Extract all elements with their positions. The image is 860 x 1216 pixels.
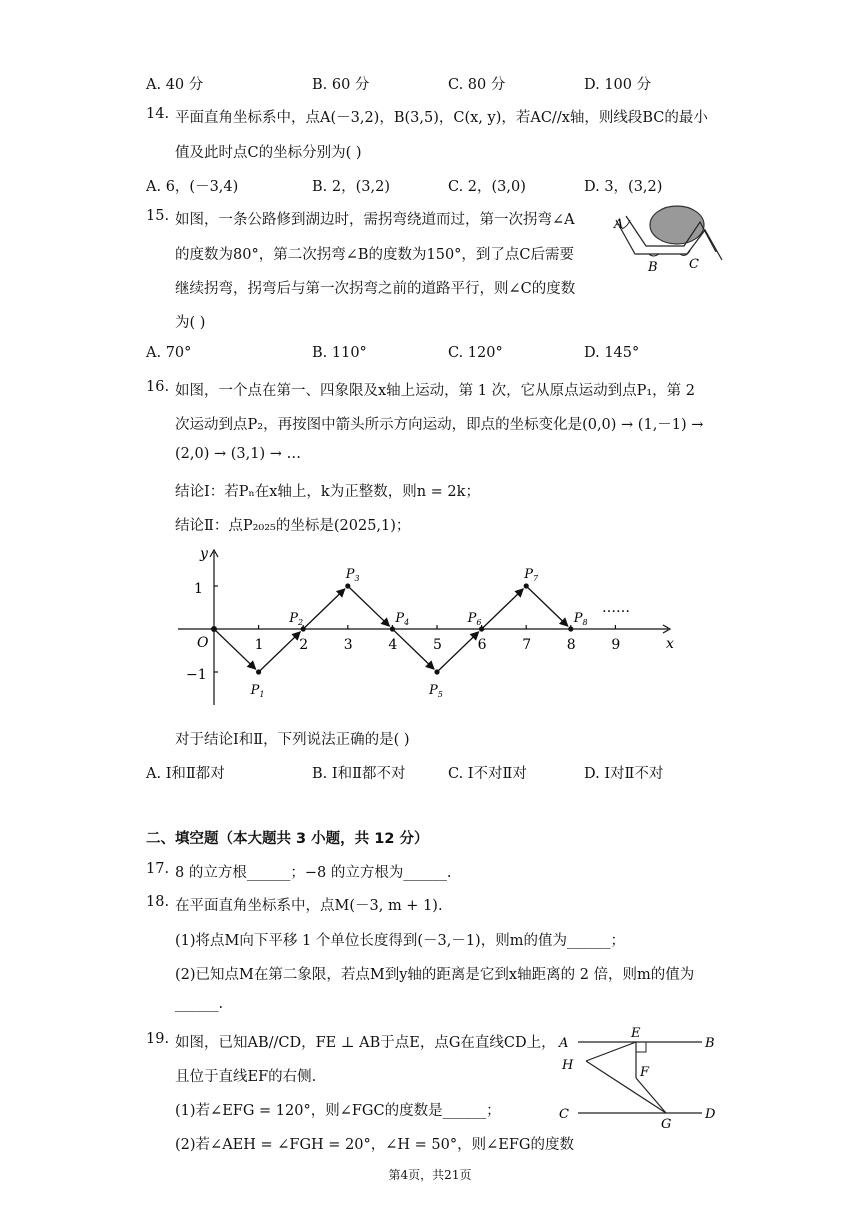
point-subscript-p4: 4 bbox=[404, 618, 410, 627]
q19-line2: 且位于直线EF的右侧. bbox=[175, 1069, 317, 1085]
q16-conclusion-2: 结论Ⅱ：点P₂₀₂₅的坐标是(2025,1)； bbox=[175, 518, 411, 534]
x-tick-label-2: 2 bbox=[299, 637, 309, 653]
path-segment-7 bbox=[482, 589, 524, 629]
fig19-label-b: B bbox=[705, 1036, 715, 1051]
q14-line2: 值及此时点C的坐标分别为( ) bbox=[175, 145, 362, 161]
x-tick-label-9: 9 bbox=[611, 637, 621, 653]
page-footer: 第4页，共21页 bbox=[388, 1168, 472, 1182]
y-axis-label: y bbox=[200, 546, 208, 562]
q18-number: 18. bbox=[146, 894, 170, 910]
fig19-label-c: C bbox=[559, 1107, 569, 1122]
q13-option-c: C. 80 分 bbox=[448, 77, 506, 93]
section-heading: 二、填空题（本大题共 3 小题，共 12 分） bbox=[146, 831, 429, 847]
segment-eh bbox=[586, 1042, 636, 1061]
path-segment-5 bbox=[392, 629, 434, 669]
fig15-label-b: B bbox=[648, 260, 658, 275]
fig19-label-f: F bbox=[640, 1065, 650, 1080]
right-angle-mark bbox=[636, 1042, 646, 1052]
x-tick-label-8: 8 bbox=[566, 637, 576, 653]
q16-option-a: A. Ⅰ和Ⅱ都对 bbox=[146, 766, 225, 782]
q18-line4: ______. bbox=[175, 996, 224, 1012]
q16-line2: 次运动到点P₂，再按图中箭头所示方向运动，即点的坐标变化是(0,0) → (1,－1) → bbox=[175, 417, 704, 433]
q18-line3: (2)已知点M在第二象限，若点M到y轴的距离是它到x轴距离的 2 倍，则m的值为 bbox=[175, 967, 695, 983]
point-subscript-p2: 2 bbox=[297, 618, 304, 627]
y-tick-label-1: 1 bbox=[194, 581, 203, 597]
point-p2 bbox=[301, 626, 306, 631]
q16-coordinate-graph bbox=[168, 540, 688, 720]
point-p6 bbox=[479, 626, 484, 631]
origin-label: O bbox=[197, 635, 209, 651]
point-p8 bbox=[568, 626, 573, 631]
q17-number: 17. bbox=[146, 861, 170, 877]
q14-option-a: A. 6，(－3,4) bbox=[146, 179, 239, 195]
q15-option-b: B. 110° bbox=[312, 345, 367, 361]
q15-line2: 的度数为80°，第二次拐弯∠B的度数为150°，到了点C后需要 bbox=[175, 247, 575, 263]
q14-option-b: B. 2，(3,2) bbox=[312, 179, 390, 195]
q19-line3: (1)若∠EFG = 120°，则∠FGC的度数是______； bbox=[175, 1103, 501, 1119]
point-subscript-p5: 5 bbox=[437, 690, 443, 699]
parallel-lines-figure bbox=[556, 1024, 726, 1136]
x-tick-label-6: 6 bbox=[477, 637, 487, 653]
q16-line1: 如图，一个点在第一、四象限及x轴上运动，第 1 次，它从原点运动到点P₁，第 2 bbox=[175, 383, 696, 399]
q15-number: 15. bbox=[146, 208, 170, 224]
q15-line1: 如图，一条公路修到湖边时，需拐弯绕道而过，第一次拐弯∠A bbox=[175, 212, 575, 228]
point-subscript-p3: 3 bbox=[354, 574, 360, 583]
x-tick-label-1: 1 bbox=[254, 637, 264, 653]
q14-line1: 平面直角坐标系中，点A(－3,2)，B(3,5)，C(x, y)，若AC//x轴，则线段BC的最小 bbox=[175, 110, 708, 126]
q17-text: 8 的立方根______；−8 的立方根为______. bbox=[175, 865, 452, 881]
point-label-p6: $P_6$ bbox=[467, 611, 482, 627]
fig19-label-a: A bbox=[559, 1036, 569, 1051]
q14-number: 14. bbox=[146, 106, 170, 122]
lake-shape bbox=[650, 206, 704, 244]
fig19-label-d: D bbox=[705, 1107, 716, 1122]
x-tick-label-3: 3 bbox=[343, 637, 353, 653]
fig19-label-e: E bbox=[631, 1026, 641, 1041]
segment-hg bbox=[586, 1061, 666, 1113]
q16-line3: (2,0) → (3,1) → … bbox=[175, 446, 301, 462]
q15-line4: 为( ) bbox=[175, 315, 206, 331]
fig15-label-a: A bbox=[614, 217, 624, 232]
q16-question: 对于结论Ⅰ和Ⅱ，下列说法正确的是( ) bbox=[175, 732, 410, 748]
point-label-p4: $P_4$ bbox=[395, 611, 410, 627]
point-subscript-p6: 6 bbox=[476, 618, 482, 627]
q13-option-b: B. 60 分 bbox=[312, 77, 370, 93]
q16-option-b: B. Ⅰ和Ⅱ都不对 bbox=[312, 766, 406, 782]
q19-number: 19. bbox=[146, 1031, 170, 1047]
q18-line2: (1)将点M向下平移 1 个单位长度得到(－3,－1)，则m的值为______； bbox=[175, 933, 625, 949]
x-tick-label-7: 7 bbox=[522, 637, 532, 653]
path-segment-3 bbox=[303, 589, 345, 629]
x-tick-label-4: 4 bbox=[388, 637, 398, 653]
point-p4 bbox=[390, 626, 395, 631]
q19-line1: 如图，已知AB//CD，FE ⊥ AB于点E，点G在直线CD上， bbox=[175, 1035, 556, 1051]
x-tick-label-5: 5 bbox=[433, 637, 442, 653]
point-subscript-p8: 8 bbox=[582, 618, 588, 627]
lake-road-figure bbox=[610, 198, 730, 276]
q16-conclusion-1: 结论Ⅰ：若Pₙ在x轴上，k为正整数，则n = 2k； bbox=[175, 484, 480, 500]
point-label-p5: $P_5$ bbox=[429, 683, 443, 699]
q13-option-a: A. 40 分 bbox=[146, 77, 204, 93]
fig19-label-g: G bbox=[661, 1117, 672, 1132]
point-label-p3: $P_3$ bbox=[345, 567, 360, 583]
y-tick-label-neg1: −1 bbox=[186, 667, 207, 683]
path-segment-1 bbox=[214, 629, 256, 669]
q16-option-c: C. Ⅰ不对Ⅱ对 bbox=[448, 766, 527, 782]
point-label-p8: $P_8$ bbox=[573, 611, 588, 627]
q15-option-a: A. 70° bbox=[146, 345, 192, 361]
path-segment-2 bbox=[259, 632, 301, 672]
point-subscript-p1: 1 bbox=[259, 690, 265, 699]
path-segment-4 bbox=[348, 586, 390, 626]
path-segment-6 bbox=[437, 632, 479, 672]
segment-fg bbox=[636, 1078, 666, 1113]
q19-line4: (2)若∠AEH = ∠FGH = 20°，∠H = 50°，则∠EFG的度数 bbox=[175, 1137, 575, 1153]
q14-option-d: D. 3，(3,2) bbox=[584, 179, 663, 195]
q16-option-d: D. Ⅰ对Ⅱ不对 bbox=[584, 766, 664, 782]
q13-option-d: D. 100 分 bbox=[584, 77, 652, 93]
point-p5 bbox=[434, 669, 439, 674]
q18-line1: 在平面直角坐标系中，点M(－3, m + 1). bbox=[175, 898, 443, 914]
q16-number: 16. bbox=[146, 379, 170, 395]
point-p3 bbox=[345, 583, 350, 588]
point-p1 bbox=[256, 669, 261, 674]
point-label-p7: $P_7$ bbox=[524, 567, 539, 583]
q15-option-c: C. 120° bbox=[448, 345, 503, 361]
fig15-label-c: C bbox=[689, 257, 699, 272]
point-label-p2: $P_2$ bbox=[289, 611, 304, 627]
q15-option-d: D. 145° bbox=[584, 345, 640, 361]
point-p7 bbox=[524, 583, 529, 588]
x-axis-label: x bbox=[666, 636, 674, 652]
path-segment-8 bbox=[526, 586, 568, 626]
q15-line3: 继续拐弯，拐弯后与第一次拐弯之前的道路平行，则∠C的度数 bbox=[175, 281, 576, 297]
origin-point bbox=[211, 626, 217, 632]
q14-option-c: C. 2，(3,0) bbox=[448, 179, 526, 195]
point-subscript-p7: 7 bbox=[532, 574, 539, 583]
continuation-dots: …… bbox=[602, 600, 630, 616]
fig19-label-h: H bbox=[562, 1058, 574, 1073]
point-label-p1: $P_1$ bbox=[250, 683, 265, 699]
